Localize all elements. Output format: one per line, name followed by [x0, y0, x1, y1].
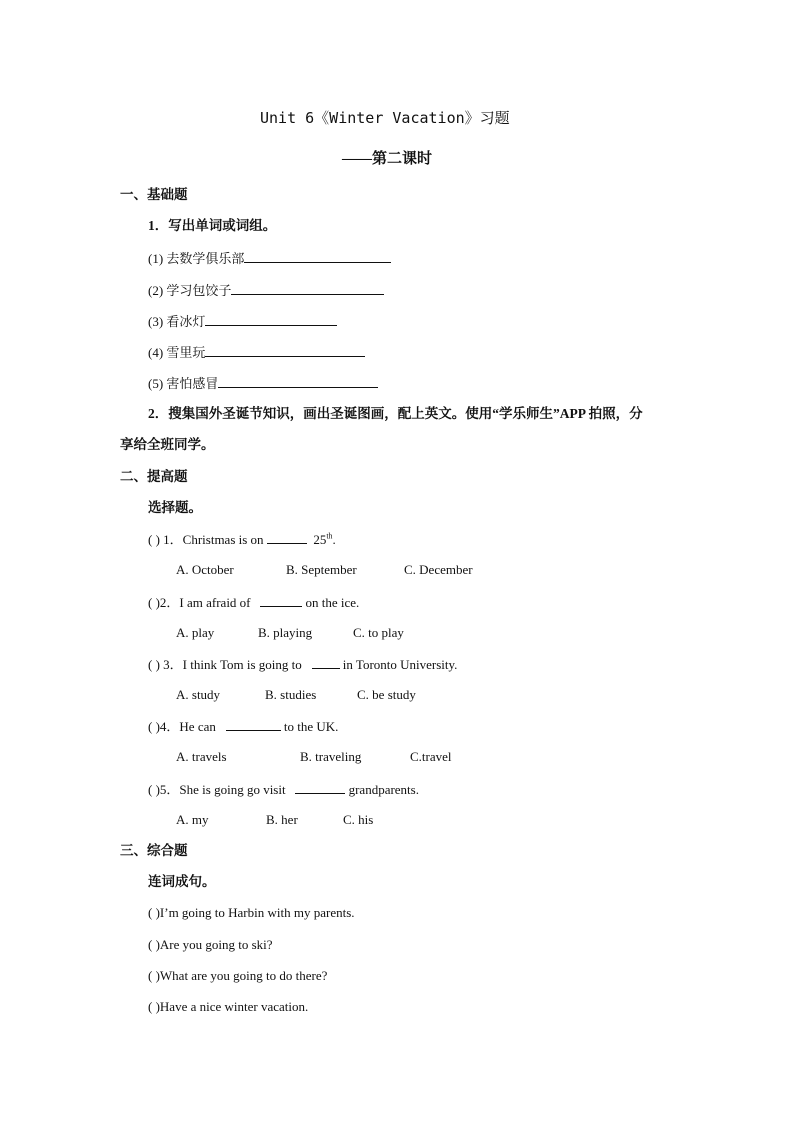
- comprehensive-instruction: 连词成句。: [148, 874, 216, 889]
- section-heading-advanced: 二、提高题: [120, 469, 188, 484]
- sentence-item: ( )What are you going to do there?: [148, 968, 328, 983]
- answer-blank[interactable]: [218, 375, 378, 388]
- mc-option[interactable]: C. be study: [357, 687, 416, 702]
- mc-option[interactable]: B. traveling: [300, 749, 362, 764]
- mc-option[interactable]: B. studies: [265, 687, 317, 702]
- mc-option[interactable]: B. her: [266, 812, 298, 827]
- answer-blank[interactable]: [267, 531, 307, 544]
- mc-option[interactable]: A. study: [176, 687, 221, 702]
- mc-question-5: ( )5．She is going go visit grandparents.: [148, 782, 419, 797]
- answer-blank[interactable]: [226, 718, 281, 731]
- basic-q1-title: 1．写出单词或词组。: [148, 218, 277, 233]
- answer-blank[interactable]: [231, 282, 384, 295]
- page-subtitle: ——第二课时: [342, 151, 433, 167]
- mc-option[interactable]: C. December: [404, 562, 473, 577]
- answer-blank[interactable]: [312, 656, 340, 669]
- answer-blank[interactable]: [260, 594, 302, 607]
- basic-item-5: (5) 害怕感冒: [148, 375, 378, 392]
- mc-question-3: ( ) 3．I think Tom is going to in Toronto University.: [148, 657, 458, 672]
- mc-question-4: ( )4．He can to the UK.: [148, 719, 339, 734]
- mc-question-2: ( )2．I am afraid of on the ice.: [148, 595, 360, 610]
- mc-option[interactable]: C. to play: [353, 625, 404, 640]
- basic-item-4: (4) 雪里玩: [148, 344, 365, 361]
- mc-option[interactable]: B. playing: [258, 625, 313, 640]
- mc-option[interactable]: B. September: [286, 562, 357, 577]
- mc-option[interactable]: A. play: [176, 625, 215, 640]
- mc-question-1: ( ) 1．Christmas is on 25th.: [148, 531, 336, 547]
- answer-blank[interactable]: [205, 313, 337, 326]
- section-heading-basic: 一、基础题: [120, 187, 188, 202]
- sentence-item: ( )Have a nice winter vacation.: [148, 999, 309, 1014]
- basic-item-1: (1) 去数学俱乐部: [148, 250, 391, 267]
- answer-blank[interactable]: [295, 781, 345, 794]
- basic-q2-line1: 2．搜集国外圣诞节知识，画出圣诞图画，配上英文。使用“学乐师生”APP 拍照，分: [148, 406, 643, 421]
- page-title: Unit 6《Winter Vacation》习题: [260, 109, 510, 127]
- mc-option[interactable]: C.travel: [410, 749, 452, 764]
- answer-blank[interactable]: [205, 344, 365, 357]
- sentence-item: ( )Are you going to ski?: [148, 937, 273, 952]
- answer-blank[interactable]: [244, 250, 391, 263]
- mc-option[interactable]: A. my: [176, 812, 209, 827]
- mc-option[interactable]: C. his: [343, 812, 374, 827]
- basic-item-3: (3) 看冰灯: [148, 313, 337, 330]
- sentence-item: ( )I’m going to Harbin with my parents.: [148, 905, 355, 920]
- section-heading-comprehensive: 三、综合题: [120, 843, 188, 858]
- basic-item-2: (2) 学习包饺子: [148, 282, 384, 299]
- mc-option[interactable]: A. October: [176, 562, 234, 577]
- advanced-instruction: 选择题。: [148, 500, 202, 515]
- mc-option[interactable]: A. travels: [176, 749, 227, 764]
- basic-q2-line2: 享给全班同学。: [120, 437, 215, 452]
